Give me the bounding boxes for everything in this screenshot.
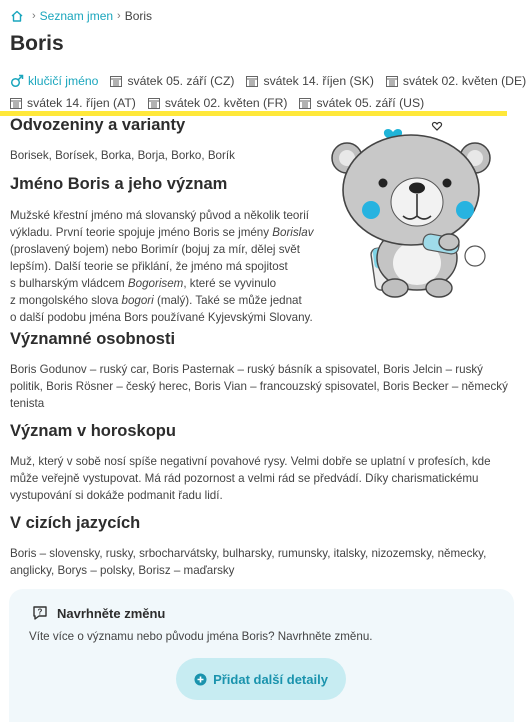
gender-label: klučičí jméno xyxy=(28,74,99,88)
calendar-icon xyxy=(386,75,398,87)
feast-label: svátek 05. září (US) xyxy=(316,96,425,110)
question-bubble-icon xyxy=(31,604,49,622)
home-icon[interactable] xyxy=(10,9,24,23)
variants-text: Borisek, Borísek, Borka, Borja, Borko, Borík xyxy=(10,149,235,162)
feast-label: svátek 14. říjen (SK) xyxy=(263,74,374,88)
breadcrumb-current: Boris xyxy=(124,9,153,23)
meaning-line: (proslavený bojem) nebo Borimír (bojuj za mír, dělej svět xyxy=(10,243,300,256)
chevron-right-icon: › xyxy=(117,10,121,22)
breadcrumb-link-name-list[interactable]: Seznam jmen xyxy=(39,9,114,23)
calendar-icon xyxy=(148,97,160,109)
section-variants xyxy=(10,116,235,164)
feast-label: svátek 14. říjen (AT) xyxy=(27,96,136,110)
section-title: Odvozeniny a varianty xyxy=(10,116,186,134)
suggest-change-card xyxy=(9,589,514,722)
calendar-icon xyxy=(10,97,22,109)
meaning-line: lepším). Další teorie se přiklání, že jméno má spojitost xyxy=(10,260,288,273)
feast-label: svátek 02. květen (DE) xyxy=(402,74,527,88)
section-title: V cizích jazycích xyxy=(10,514,141,532)
breadcrumb xyxy=(10,9,152,23)
foreign-line: anglicky, Borys – polsky, Borisz – maďarsky xyxy=(10,564,235,577)
add-details-button[interactable] xyxy=(176,658,346,700)
calendar-icon xyxy=(110,75,122,87)
section-title: Význam v horoskopu xyxy=(10,422,176,440)
section-horoscope xyxy=(10,422,491,504)
horoscope-line: vystupování si dokáže podmanit řadu lidí. xyxy=(10,489,223,502)
horoscope-line: Muž, který v sobě nosí spíše negativní povahové rysy. Velmi dobře se uplatní v profesích, kde xyxy=(10,455,491,468)
section-famous xyxy=(10,330,508,412)
meaning-line: Mužské křestní jméno má slovanský původ a několik teorií xyxy=(10,209,309,222)
add-details-label: Přidat další detaily xyxy=(213,671,328,687)
horoscope-line: může veřejně vystupovat. Má rád pozornost a velmi rád se předvádí. Díky charismatickému xyxy=(10,472,479,485)
foreign-line: Boris – slovensky, rusky, srbocharvátsky, bulharsky, rumunsky, italsky, nizozemsky, německy, xyxy=(10,547,487,560)
section-title: Jméno Boris a jeho význam xyxy=(10,175,228,193)
suggest-header xyxy=(31,604,165,622)
famous-line: Boris Godunov – ruský car, Boris Pasternak – ruský básník a spisovatel, Boris Jelcin – ruský xyxy=(10,363,483,376)
famous-line: politik, Boris Rösner – český herec, Boris Vian – francouzský spisovatel, Boris Becker – německý xyxy=(10,380,508,393)
feast-chip xyxy=(386,70,526,92)
meaning-line: výkladu. První teorie spojuje jméno Boris se jmény Borislav xyxy=(10,226,314,239)
chevron-right-icon: › xyxy=(32,10,36,22)
teddy-bear-illustration xyxy=(325,118,505,303)
section-title: Významné osobnosti xyxy=(10,330,176,348)
male-icon xyxy=(10,74,24,88)
calendar-icon xyxy=(246,75,258,87)
famous-line: tenista xyxy=(10,397,45,410)
meaning-line: o další podobu jména Bors používané Kyjevskými Slovany. xyxy=(10,311,313,324)
svg-text:?: ? xyxy=(37,607,43,617)
feast-label: svátek 05. září (CZ) xyxy=(127,74,235,88)
suggest-text: Víte více o významu nebo původu jména Boris? Navrhněte změnu. xyxy=(29,630,373,643)
feast-chip xyxy=(246,70,373,92)
meaning-line: s bulharským vládcem Bogorisem, které se vyvinulo xyxy=(10,277,277,290)
plus-circle-icon xyxy=(194,673,207,686)
calendar-icon xyxy=(299,97,311,109)
page-title: Boris xyxy=(10,32,64,55)
meaning-line: z mongolského slova bogori (malý). Také se může jednat xyxy=(10,294,302,307)
section-foreign xyxy=(10,514,486,579)
feast-label: svátek 02. květen (FR) xyxy=(164,96,288,110)
gender-chip[interactable] xyxy=(10,70,98,92)
feast-chip xyxy=(110,70,234,92)
suggest-title: Navrhněte změnu xyxy=(57,605,166,621)
name-meta xyxy=(10,70,525,114)
section-meaning xyxy=(10,175,314,326)
